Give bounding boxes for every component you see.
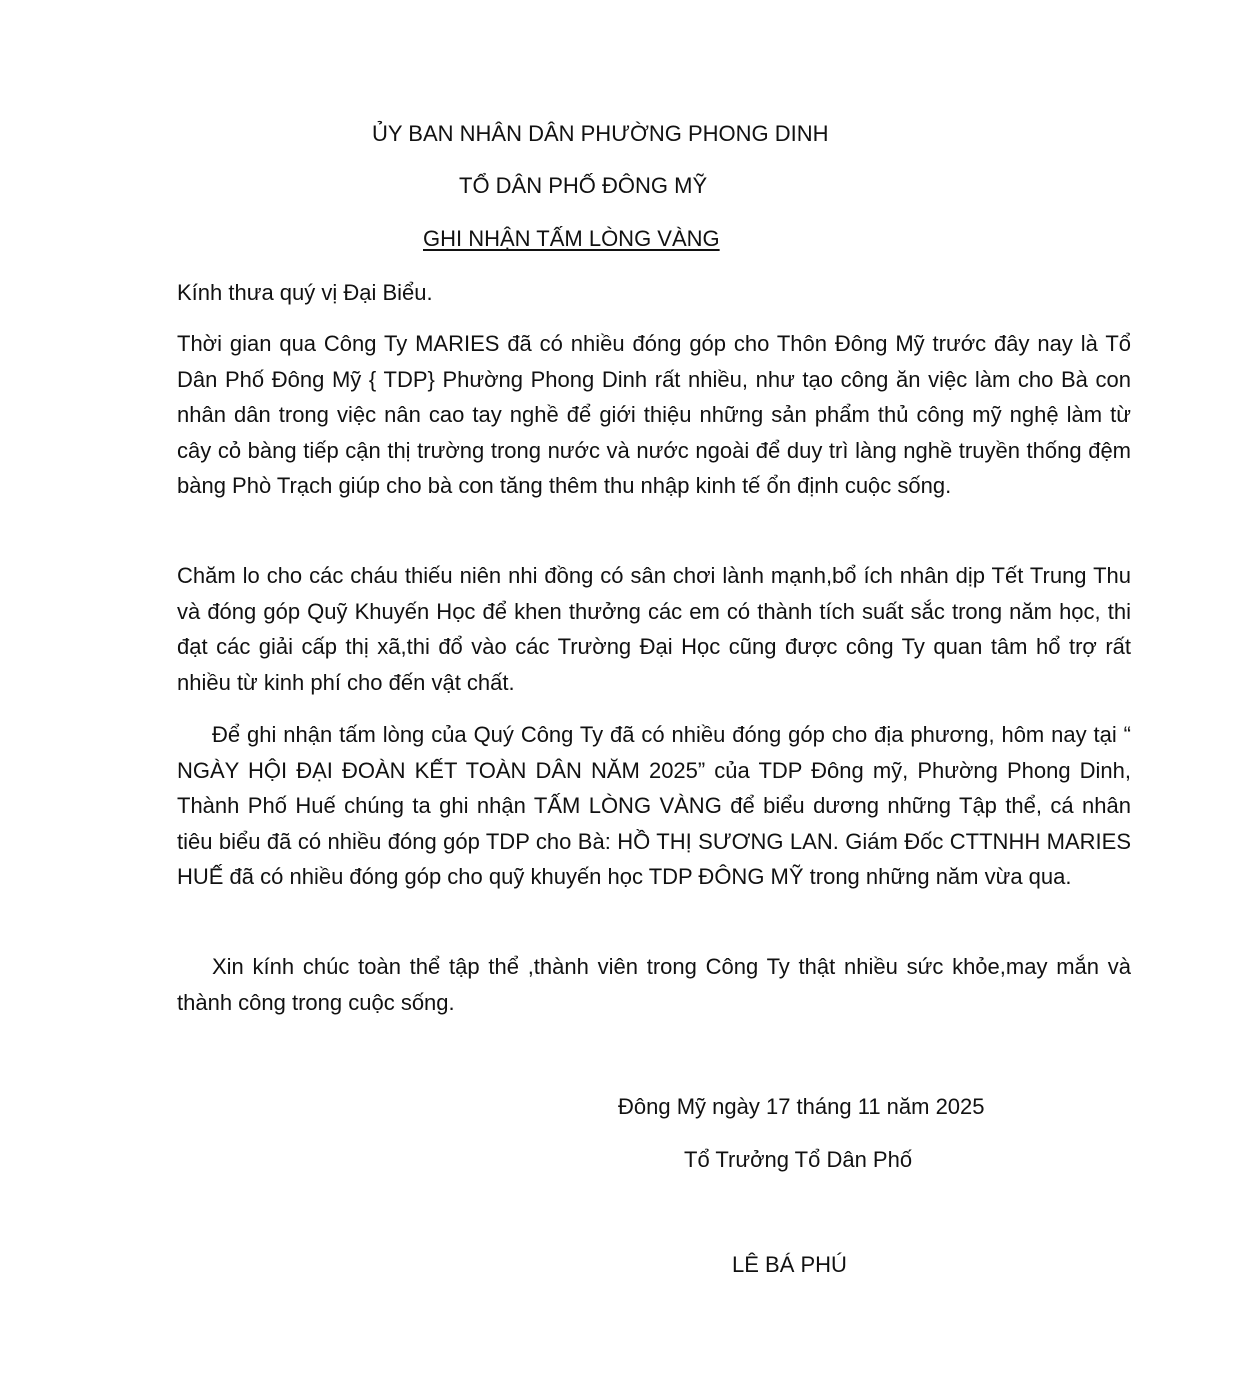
body-paragraph-1: Thời gian qua Công Ty MARIES đã có nhiều đóng góp cho Thôn Đông Mỹ trước đây nay là Tổ Dân Phố Đông Mỹ { TDP} Phường Phong Dinh rất nhiều, như tạo công ăn việc làm cho Bà con nhân dân trong việc nân cao tay nghề để giới thiệu những sản phẩm thủ công mỹ nghệ làm từ cây cỏ bàng tiếp cận thị trường trong nước và nước ngoài để duy trì làng nghề truyền thống đệm bàng Phò Trạch giúp cho bà con tăng thêm thu nhập kinh tế ổn định cuộc sống. xyxy=(177,331,1131,499)
signature-name: LÊ BÁ PHÚ xyxy=(732,1252,847,1277)
body-paragraph-3: Để ghi nhận tấm lòng của Quý Công Ty đã có nhiều đóng góp cho địa phương, hôm nay tại “ NGÀY HỘI ĐẠI ĐOÀN KẾT TOÀN DÂN NĂM 2025” của TDP Đông mỹ, Phường Phong Dinh, Thành Phố Huế chúng ta ghi nhận TẤM LÒNG VÀNG để biểu dương những Tập thể, cá nhân tiêu biểu đã có nhiều đóng góp TDP cho Bà: HỒ THỊ SƯƠNG LAN. Giám Đốc CTTNHH MARIES HUẾ đã có nhiều đóng góp cho quỹ khuyến học TDP ĐÔNG MỸ trong những năm vừa qua. xyxy=(177,722,1131,890)
committee-name: ỦY BAN NHÂN DÂN PHƯỜNG PHONG DINH xyxy=(372,121,829,146)
signature-date: Đông Mỹ ngày 17 tháng 11 năm 2025 xyxy=(618,1094,985,1119)
greeting: Kính thưa quý vị Đại Biểu. xyxy=(177,280,433,305)
neighborhood-name: TỔ DÂN PHỐ ĐÔNG MỸ xyxy=(459,173,708,198)
body-paragraph-4: Xin kính chúc toàn thể tập thể ,thành viên trong Công Ty thật nhiều sức khỏe,may mắn và thành công trong cuộc sống. xyxy=(177,954,1131,1015)
signature-position: Tổ Trưởng Tổ Dân Phố xyxy=(684,1147,913,1172)
body-paragraph-2: Chăm lo cho các cháu thiếu niên nhi đồng có sân chơi lành mạnh,bổ ích nhân dịp Tết Trung Thu và đóng góp Quỹ Khuyến Học để khen thưởng các em có thành tích suất sắc trong năm học, thi đạt các giải cấp thị xã,thi đổ vào các Trường Đại Học cũng được công Ty quan tâm hổ trợ rất nhiều từ kinh phí cho đến vật chất. xyxy=(177,563,1131,695)
document-title: GHI NHẬN TẤM LÒNG VÀNG xyxy=(423,226,720,251)
